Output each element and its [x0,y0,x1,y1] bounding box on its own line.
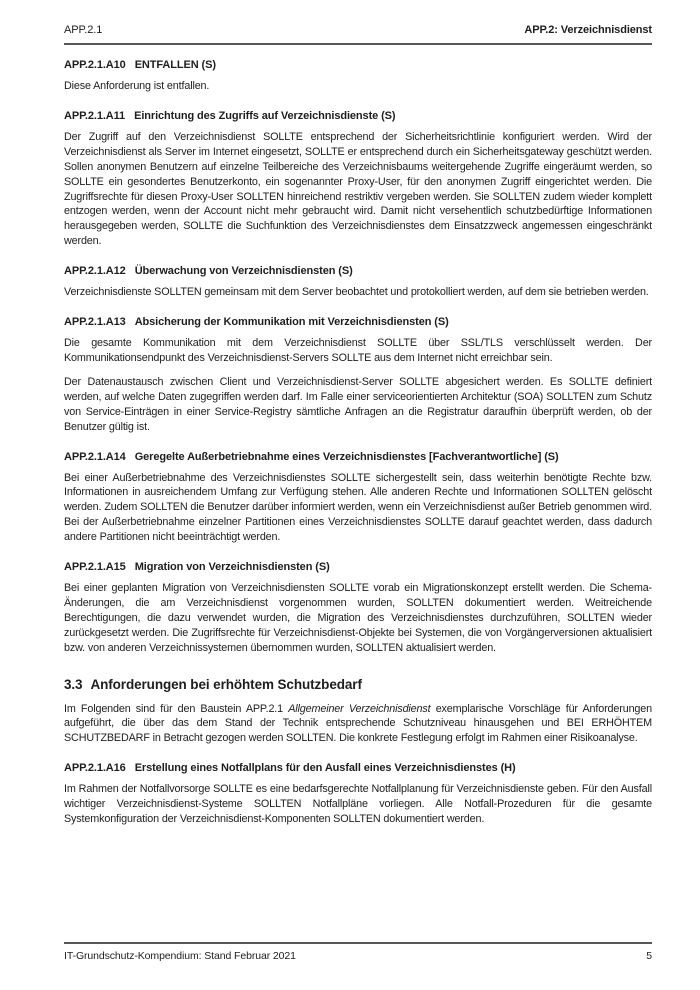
header-chapter-left: APP.2.1 [64,24,103,36]
requirement-number: APP.2.1.A13 [64,316,126,329]
section-a12 [64,264,652,300]
requirement-heading-a11 [64,109,652,123]
paragraph-text: exemplarische Vorschläge für Anforderungen aufgeführt, die über das dem Stand der Technik entsprechende Schutzniveau hinausgehen und BEI ERHÖHTEM SCHUTZBEDARF in Betracht gezogen werden SOLLTEN. Die konkrete Festlegung erfolgt im Rahmen einer Risikoanalyse. [64,702,652,745]
requirement-number: APP.2.1.A14 [64,450,126,463]
page-header [64,24,652,45]
requirement-title: Absicherung der Kommunikation mit Verzeichnisdiensten (S) [134,316,449,329]
requirement-title: ENTFALLEN (S) [134,59,216,71]
footer-document-title: IT-Grundschutz-Kompendium: Stand Februar 2021 [64,950,296,962]
requirement-title: Geregelte Außerbetriebnahme eines Verzeichnisdienstes [Fachverantwortliche] (S) [134,450,559,463]
requirement-heading-a16 [64,761,652,775]
footer-page-number: 5 [646,950,652,962]
chapter-heading-3-3 [64,676,652,693]
header-chapter-right: APP.2: Verzeichnisdienst [524,24,652,36]
requirement-title: Erstellung eines Notfallplans für den Ausfall eines Verzeichnisdienstes (H) [134,762,516,775]
requirement-heading-a14 [64,450,652,464]
requirement-number: APP.2.1.A11 [64,109,126,122]
requirement-heading-a13 [64,315,652,329]
requirement-number: APP.2.1.A12 [64,265,126,278]
paragraph-a15-1: Bei einer geplanten Migration von Verzeichnisdiensten SOLLTE vorab ein Migrationskonzept erstellt werden. Die Schema-Änderungen, die am Verzeichnisdienst vorgenommen wurden, SOLLTEN dokumentiert werden. Weitreichende Berechtigungen, die dazu verwendet wurden, die Migration des Verzeichnisdienstes durchzuführen, SOLLTEN wieder zurückgesetzt werden. Die Zugriffsrechte für Verzeichnisdienst-Objekte bei Systemen, die von Vorgängerversionen aktualisiert bzw. von anderen Verzeichnissystemen übernommen wurden, SOLLTEN aktualisiert werden. [64,582,652,654]
paragraph-a14-1: Bei einer Außerbetriebnahme des Verzeichnisdienstes SOLLTE sichergestellt sein, dass weiterhin benötigte Rechte bzw. Informationen in ausreichendem Umfang zur Verfügung stehen. Alle anderen Rechte und Informationen SOLLTEN gelöscht werden. Zudem SOLLTEN die Benutzer darüber informiert werden, wenn ein Verzeichnisdienst außer Betrieb genommen wird. Bei der Außerbetriebnahme einzelner Partitionen eines Verzeichnisdienstes SOLLTE darauf geachtet werden, dass dadurch andere Partitionen nicht beeinträchtigt werden. [64,471,652,544]
requirement-title: Einrichtung des Zugriffs auf Verzeichnisdienste (S) [134,109,396,122]
requirement-number: APP.2.1.A10 [64,59,126,71]
paragraph-3-3-1 [64,702,652,747]
paragraph-a10-1: Diese Anforderung ist entfallen. [64,80,210,92]
paragraph-a12-1: Verzeichnisdienste SOLLTEN gemeinsam mit dem Server beobachtet und protokolliert werden, auf dem sie betrieben werden. [64,286,649,299]
section-a10 [64,58,652,94]
section-a13 [64,315,652,434]
section-a11 [64,109,652,249]
italic-baustein-name: Allgemeiner Verzeichnisdienst [288,702,431,715]
page-footer [64,942,652,962]
document-body [64,58,652,836]
paragraph-a13-2: Der Datenaustausch zwischen Client und Verzeichnisdienst-Server SOLLTE abgesichert werden. Es SOLLTE definiert werden, auf welche Daten zugegriffen werden darf. Im Falle einer serviceorientierten Architektur (SOA) SOLLTEN zum Schutz von Service-Einträgen in einer Service-Registry sämtliche Anfragen an die Registratur daraufhin überprüft werden, ob der Benutzer gültig ist. [64,375,652,433]
requirement-heading-a10 [64,58,652,72]
requirement-heading-a12 [64,264,652,278]
requirement-heading-a15 [64,560,652,574]
section-3-3 [64,676,652,747]
paragraph-text: Im Folgenden sind für den Baustein APP.2.1 [64,702,289,715]
requirement-number: APP.2.1.A16 [64,762,126,775]
requirement-title: Migration von Verzeichnisdiensten (S) [134,561,330,574]
section-a16 [64,761,652,827]
paragraph-a13-1: Die gesamte Kommunikation mit dem Verzeichnisdienst SOLLTE über SSL/TLS verschlüsselt werden. Der Kommunikationsendpunkt des Verzeichnisdienst-Servers SOLLTE aus dem Internet nicht erreichbar sein. [64,337,652,364]
section-a14 [64,450,652,546]
paragraph-a16-1: Im Rahmen der Notfallvorsorge SOLLTE es eine bedarfsgerechte Notfallplanung für Verzeichnisdienste geben. Für den Ausfall wichtiger Verzeichnisdienst-Systeme SOLLTEN Notfallpläne vorliegen. Alle Notfall-Prozeduren für die gesamte Systemkonfiguration der Verzeichnisdienst-Komponenten SOLLTEN dokumentiert werden. [64,783,652,826]
requirement-title: Überwachung von Verzeichnisdiensten (S) [134,265,353,278]
requirement-number: APP.2.1.A15 [64,561,126,574]
chapter-title: Anforderungen bei erhöhtem Schutzbedarf [90,676,362,692]
chapter-number: 3.3 [64,676,83,692]
paragraph-a11-1: Der Zugriff auf den Verzeichnisdienst SOLLTE entsprechend der Sicherheitsrichtlinie konfiguriert werden. Wird der Verzeichnisdienst als Server im Internet eingesetzt, SOLLTE er entsprechend durch ein Sicherheitsgateway geschützt werden. Sollen anonymen Benutzern auf einzelne Teilbereiche des Verzeichnisbaums weitergehende Zugriffe eingeräumt werden, so SOLLTE ein gesondertes Benutzerkonto, ein sogenannter Proxy-User, für den anonymen Zugriff eingerichtet werden. Die Zugriffsrechte für diesen Proxy-User SOLLTEN hinreichend restriktiv vergeben werden. Sie SOLLTEN zudem wieder komplett entzogen werden, wenn der Account nicht mehr gebraucht wird. Damit nicht versehentlich schutzbedürftige Informationen herausgegeben werden, SOLLTE die Suchfunktion des Verzeichnisdienstes dem Einsatzzweck angemessen eingeschränkt werden. [64,130,652,248]
section-a15 [64,560,652,656]
